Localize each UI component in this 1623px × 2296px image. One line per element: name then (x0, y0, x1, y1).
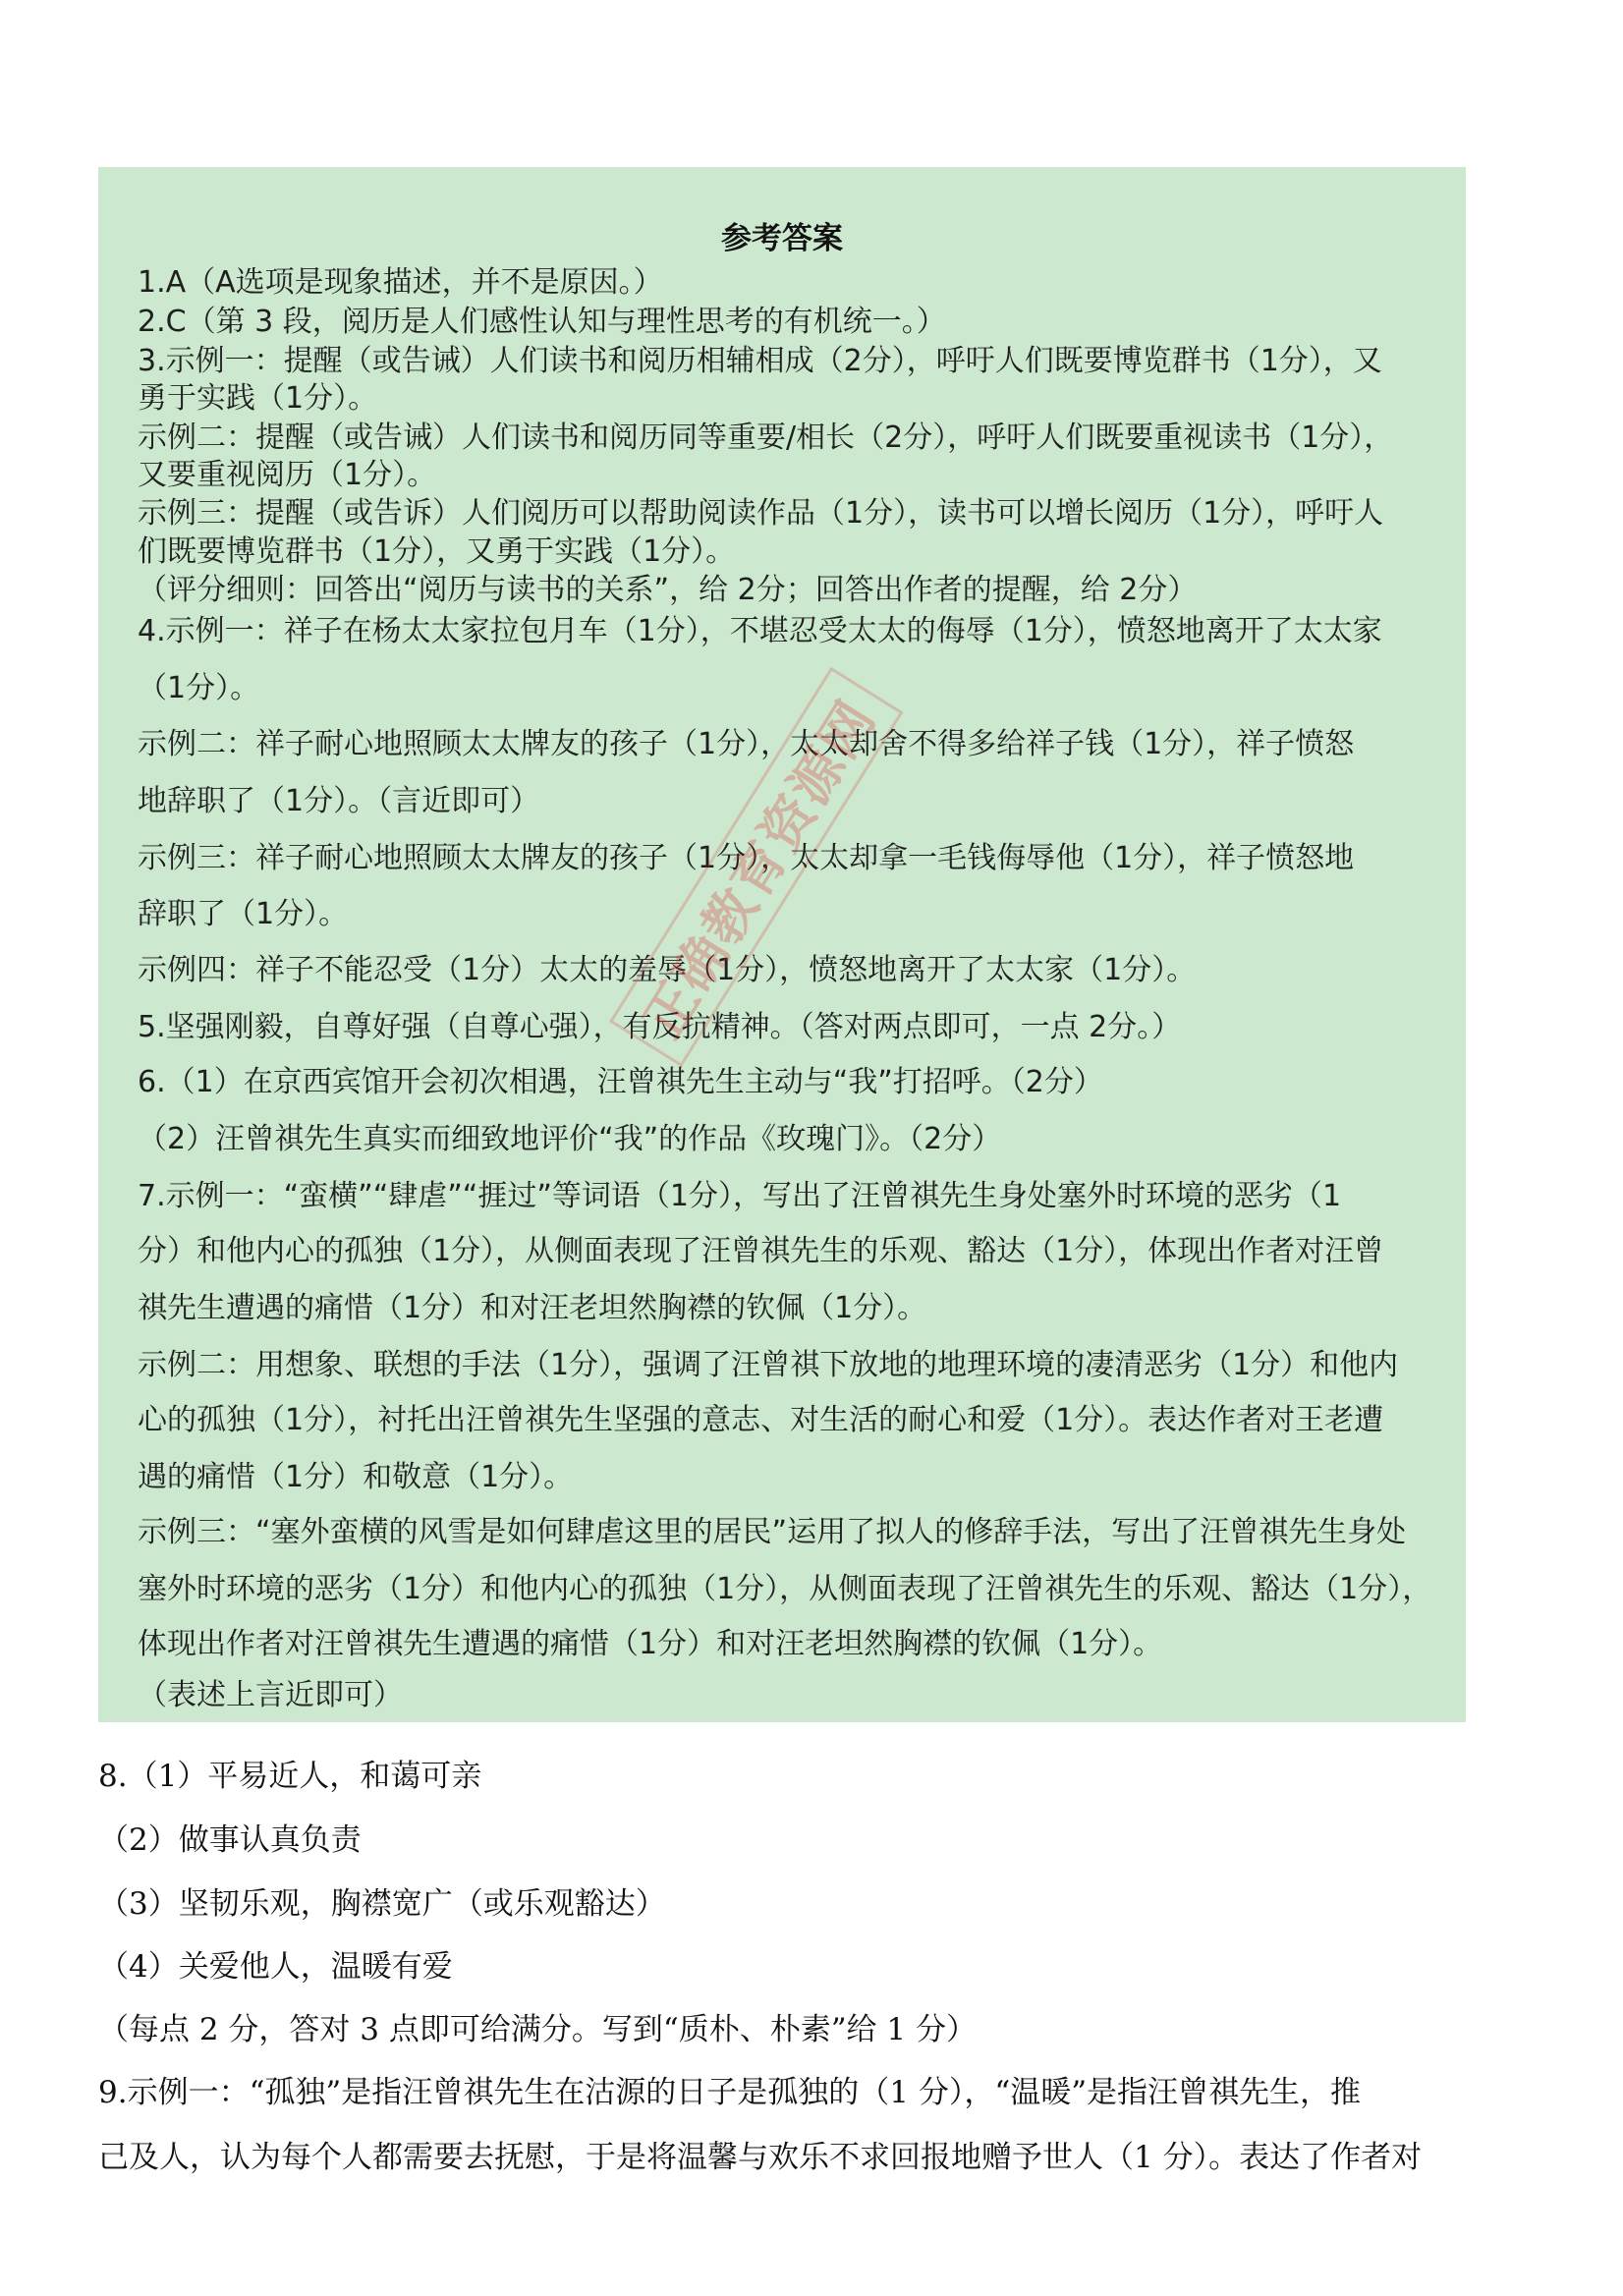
answer-line: 7.示例一：“蛮横”“肆虐”“捱过”等词语（1分），写出了汪曾祺先生身处塞外时环境的恶劣（1 (138, 1179, 1342, 1213)
answer-line: 示例四：祥子不能忍受（1分）太太的羞辱（1分），愤怒地离开了太太家（1分）。 (138, 953, 1197, 987)
answer-line: 2.C（第 3 段，阅历是人们感性认知与理性思考的有机统一。） (138, 305, 946, 339)
answer-line: 5.坚强刚毅，自尊好强（自尊心强），有反抗精神。（答对两点即可，一点 2分。） (138, 1010, 1182, 1044)
answer-line: （1分）。 (138, 671, 260, 705)
answer-line: 祺先生遭遇的痛惜（1分）和对汪老坦然胸襟的钦佩（1分）。 (138, 1291, 927, 1325)
answer-line: 勇于实践（1分）。 (138, 381, 378, 416)
answer-line: 分）和他内心的孤独（1分），从侧面表现了汪曾祺先生的乐观、豁达（1分），体现出作者对汪曾 (138, 1234, 1384, 1268)
answer-line: 们既要博览群书（1分），又勇于实践（1分）。 (138, 534, 736, 569)
answer-line: 辞职了（1分）。 (138, 897, 349, 931)
answer-line: 示例二：用想象、联想的手法（1分），强调了汪曾祺下放地的地理环境的凄清恶劣（1分）和他内 (138, 1348, 1399, 1382)
answer-8-line: 8.（1）平易近人，和蔼可亲 (98, 1759, 482, 1794)
reference-answer-box (98, 167, 1466, 1722)
answer-9-line: 己及人，认为每个人都需要去抚慰，于是将温馨与欢乐不求回报地赠予世人（1 分）。表达了作者对 (98, 2140, 1423, 2175)
answer-line: 体现出作者对汪曾祺先生遭遇的痛惜（1分）和对汪老坦然胸襟的钦佩（1分）。 (138, 1627, 1163, 1661)
answer-line: 示例二：提醒（或告诫）人们读书和阅历同等重要/相长（2分），呼吁人们既要重视读书（1分）， (138, 420, 1394, 455)
answer-line: （评分细则：回答出“阅历与读书的关系”，给 2分；回答出作者的提醒，给 2分） (138, 573, 1198, 607)
answer-line: 塞外时环境的恶劣（1分）和他内心的孤独（1分），从侧面表现了汪曾祺先生的乐观、豁达（1分）， (138, 1572, 1432, 1606)
answer-title: 参考答案 (721, 221, 843, 256)
answer-line: 示例三：提醒（或告诉）人们阅历可以帮助阅读作品（1分），读书可以增长阅历（1分），呼吁人 (138, 496, 1384, 531)
answer-line: 1.A（A选项是现象描述，并不是原因。） (138, 265, 663, 300)
answer-line: （表述上言近即可） (138, 1678, 403, 1712)
answer-8-line: （4）关爱他人，温暖有爱 (98, 1949, 453, 1985)
scoring-note: （每点 2 分，答对 3 点即可给满分。写到“质朴、朴素”给 1 分） (98, 2012, 977, 2047)
answer-line: 心的孤独（1分），衬托出汪曾祺先生坚强的意志、对生活的耐心和爱（1分）。表达作者对王老遭 (138, 1403, 1384, 1437)
watermark-stamp: 正确教育资源网 (609, 667, 904, 1067)
answer-line: 6.（1）在京西宾馆开会初次相遇，汪曾祺先生主动与“我”打招呼。（2分） (138, 1065, 1103, 1099)
answer-line: 地辞职了（1分）。（言近即可） (138, 784, 540, 818)
answer-line: 遇的痛惜（1分）和敬意（1分）。 (138, 1460, 574, 1494)
answer-8-line: （2）做事认真负责 (98, 1822, 362, 1858)
answer-line: （2）汪曾祺先生真实而细致地评价“我”的作品《玫瑰门》。（2分） (138, 1122, 1002, 1156)
answer-line: 3.示例一：提醒（或告诫）人们读书和阅历相辅相成（2分），呼吁人们既要博览群书（1分），又 (138, 344, 1382, 378)
answer-9-line: 9.示例一：“孤独”是指汪曾祺先生在沽源的日子是孤独的（1 分），“温暖”是指汪曾祺先生，推 (98, 2075, 1362, 2110)
answer-line: 示例三：祥子耐心地照顾太太牌友的孩子（1分），太太却拿一毛钱侮辱他（1分），祥子愤怒地 (138, 841, 1355, 875)
answer-line: 示例三：“塞外蛮横的风雪是如何肆虐这里的居民”运用了拟人的修辞手法，写出了汪曾祺先生身处 (138, 1515, 1407, 1549)
answer-8-line: （3）坚韧乐观，胸襟宽广（或乐观豁达） (98, 1886, 666, 1922)
answer-line: 示例二：祥子耐心地照顾太太牌友的孩子（1分），太太却舍不得多给祥子钱（1分），祥子愤怒 (138, 727, 1355, 761)
answer-line: 又要重视阅历（1分）。 (138, 458, 437, 492)
answer-line: 4.示例一：祥子在杨太太家拉包月车（1分），不堪忍受太太的侮辱（1分），愤怒地离开了太太家 (138, 614, 1382, 648)
